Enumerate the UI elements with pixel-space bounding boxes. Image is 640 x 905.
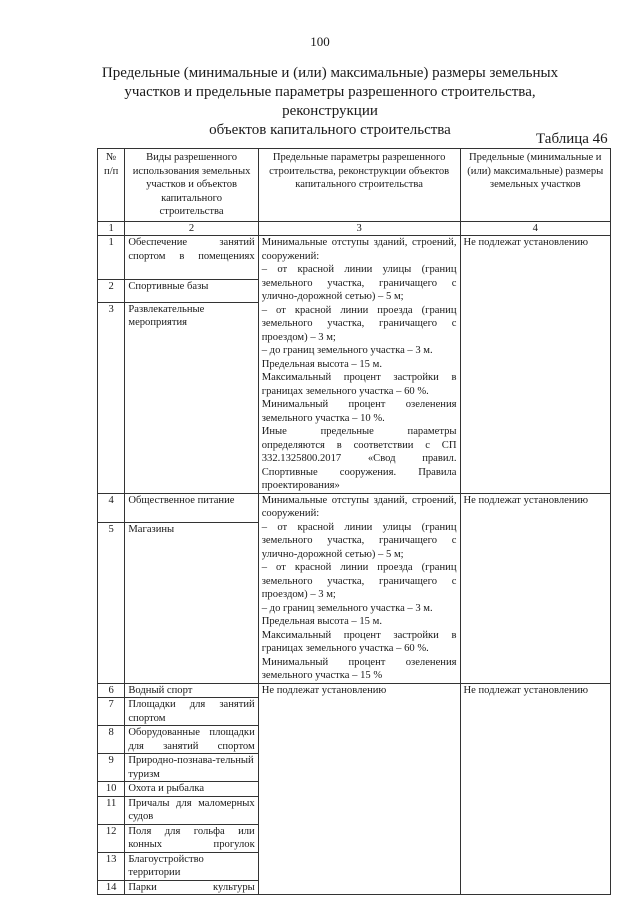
row-number: 1 (98, 236, 125, 280)
table-row (98, 236, 611, 280)
row-number: 12 (98, 824, 125, 852)
usage-type-name: Поля для гольфа или конных прогулок (125, 824, 258, 852)
usage-type-name: Причалы для маломерных судов (125, 796, 258, 824)
usage-type-name: Парки культуры (125, 880, 258, 895)
header-number: № п/п (98, 149, 125, 222)
usage-type-name: Общественное питание (125, 493, 258, 522)
column-number: 1 (98, 221, 125, 236)
param-line: Минимальные отступы зданий, строений, сооружений: (261, 494, 457, 519)
row-number: 5 (98, 522, 125, 683)
usage-type-name: Природно-познава-тельный туризм (125, 754, 258, 782)
usage-type-name: Магазины (125, 522, 258, 683)
row-number: 13 (98, 852, 125, 880)
column-number: 3 (258, 221, 460, 236)
header-build-params: Предельные параметры разрешенного строительства, реконструкции объектов капитального строительства (258, 149, 460, 222)
row-number: 3 (98, 302, 125, 493)
param-line: – от красной линии улицы (границ земельного участка, граничащего с улично-дорожной сетью) – 5 м; (261, 264, 457, 302)
usage-type-name: Развлекательные мероприятия (125, 302, 258, 493)
param-line: – от красной линии проезда (границ земельного участка, граничащего с проездом) – 3 м; (261, 304, 457, 343)
page-number: 100 (310, 34, 330, 49)
table-row (98, 683, 611, 698)
plot-size-group-3: Не подлежат установлению (460, 683, 611, 895)
usage-type-name: Водный спорт (125, 683, 258, 698)
param-line: Предельная высота – 15 м. (261, 616, 382, 627)
param-line: – от красной линии улицы (границ земельного участка, граничащего с улично-дорожной сетью) – 5 м; (261, 521, 457, 560)
plot-size-group-1: Не подлежат установлению (460, 236, 611, 494)
title-line-3: объектов капитального строительства (209, 122, 451, 138)
document-title (95, 64, 565, 140)
row-number: 14 (98, 880, 125, 895)
row-number: 6 (98, 683, 125, 698)
build-params-group-3: Не подлежат установлению (258, 683, 460, 895)
land-use-parameters-table (97, 148, 611, 895)
row-number: 7 (98, 698, 125, 726)
column-number: 4 (460, 221, 611, 236)
row-number: 4 (98, 493, 125, 522)
title-line-1: Предельные (минимальные и (или) максимальные) размеры земельных (101, 65, 559, 81)
plot-size-group-2: Не подлежат установлению (460, 493, 611, 683)
build-params-group-1 (258, 236, 460, 494)
param-line: Минимальный процент озеленения земельного участка – 10 %. (261, 399, 457, 424)
row-number: 10 (98, 782, 125, 797)
param-line: – от красной линии проезда (границ земельного участка, граничащего с проездом) – 3 м; (261, 562, 457, 600)
table-row (98, 493, 611, 522)
column-number-row (98, 221, 611, 236)
usage-type-name: Охота и рыбалка (125, 782, 258, 797)
header-plot-size: Предельные (минимальные и (или) максимальные) размеры земельных участков (460, 149, 611, 222)
title-line-2: участков и предельные параметры разрешенного строительства, реконструкции (124, 84, 536, 119)
usage-type-name: Благоустройство территории (125, 852, 258, 880)
header-usage-type: Виды разрешенного использования земельных участков и объектов капитального строительства (125, 149, 258, 222)
param-line: – до границ земельного участка – 3 м. (261, 602, 433, 614)
table-header-row (98, 149, 611, 222)
build-params-group-2 (258, 493, 460, 683)
param-line: – до границ земельного участка – 3 м. (261, 345, 433, 356)
param-line: Предельная высота – 15 м. (261, 358, 382, 370)
param-line: Минимальные отступы зданий, строений, сооружений: (261, 237, 457, 262)
usage-type-name: Обеспечение занятий спортом в помещениях (125, 236, 258, 280)
param-line: Иные предельные параметры определяются в соответствии с СП 332.1325800.2017 «Свод правил. Спортивные сооружения. Правила проектирования» (261, 426, 457, 491)
row-number: 11 (98, 796, 125, 824)
column-number: 2 (125, 221, 258, 236)
table-label: Таблица 46 (536, 131, 608, 147)
param-line: Максимальный процент застройки в границах земельного участка – 60 %. (261, 629, 457, 654)
usage-type-name: Оборудованные площадки для занятий спортом (125, 726, 258, 754)
row-number: 9 (98, 754, 125, 782)
usage-type-name: Спортивные базы (125, 279, 258, 302)
row-number: 2 (98, 279, 125, 302)
param-line: Максимальный процент застройки в границах земельного участка – 60 %. (261, 372, 457, 397)
usage-type-name: Площадки для занятий спортом (125, 698, 258, 726)
row-number: 8 (98, 726, 125, 754)
param-line: Минимальный процент озеленения земельного участка – 15 % (261, 656, 457, 681)
